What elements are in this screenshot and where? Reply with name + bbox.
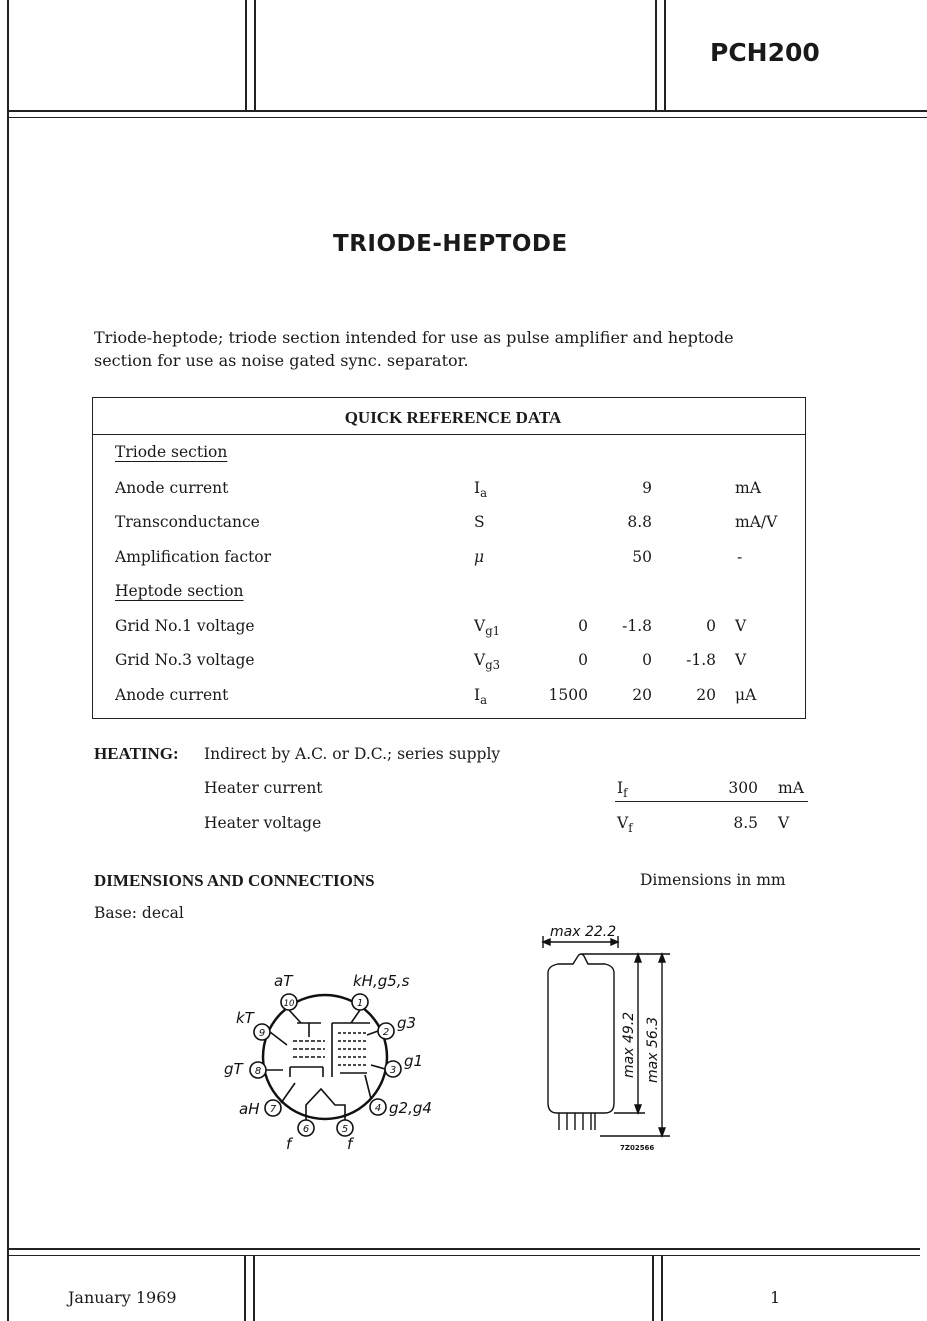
heater-current-rule — [615, 801, 808, 802]
width-dimension-label: max 22.2 — [550, 924, 617, 940]
heptode-row-name: Grid No.3 voltage — [115, 651, 255, 669]
page-title: TRIODE-HEPTODE — [333, 231, 568, 257]
quick-reference-heading: QUICK REFERENCE DATA — [344, 408, 562, 427]
heptode-row-value-3: 20 — [696, 686, 716, 704]
heater-voltage-name: Heater voltage — [204, 814, 322, 832]
pin-number: 2 — [382, 1027, 390, 1038]
header-divider — [655, 0, 657, 112]
footer-divider — [253, 1256, 255, 1321]
heptode-row-unit: μA — [735, 686, 757, 704]
header-divider — [254, 0, 256, 112]
triode-row-name: Amplification factor — [115, 548, 272, 566]
triode-row-name: Anode current — [115, 479, 229, 497]
heptode-row-value-1: 0 — [578, 617, 588, 635]
pin-label: kH,g5,s — [353, 972, 410, 990]
pin-label: g3 — [397, 1014, 417, 1032]
triode-row-name: Transconductance — [115, 513, 260, 531]
footer-rule-2 — [7, 1255, 920, 1256]
header-rule — [7, 110, 927, 112]
heptode-row-name: Anode current — [115, 686, 229, 704]
overall-height-dimension-label: max 56.3 — [645, 1016, 661, 1083]
base-connection-diagram — [215, 965, 455, 1155]
footer-rule — [7, 1248, 920, 1250]
heptode-row-symbol: $V_{g1}$ — [474, 617, 501, 639]
heater-current-symbol: $I_f$ — [617, 779, 628, 801]
footer-divider — [652, 1256, 654, 1321]
heptode-row-unit: V — [735, 617, 747, 635]
base-type: Base: decal — [94, 904, 184, 922]
heater-voltage-unit: V — [778, 814, 790, 832]
heptode-row-value-1: 0 — [578, 651, 588, 669]
intro-line-1: Triode-heptode; triode section intended for use as pulse amplifier and heptode — [94, 328, 734, 347]
part-number: PCH200 — [710, 38, 820, 67]
heater-voltage-symbol: $V_f$ — [617, 814, 633, 836]
footer-divider — [244, 1256, 246, 1321]
footer-divider — [661, 1256, 663, 1321]
triode-row-value: 8.8 — [627, 513, 652, 531]
page-number: 1 — [770, 1288, 781, 1307]
triode-section-label: Triode section — [115, 443, 228, 461]
pin-label: aH — [239, 1100, 260, 1118]
pin-number: 1 — [356, 998, 364, 1009]
heptode-row-unit: V — [735, 651, 747, 669]
heater-current-name: Heater current — [204, 779, 323, 797]
heptode-row-value-1: 1500 — [548, 686, 588, 704]
outline-drawing — [530, 918, 680, 1163]
pin-label: aT — [274, 972, 293, 990]
pin-label: f — [347, 1135, 353, 1153]
triode-row-symbol: μ — [474, 548, 485, 566]
triode-row-symbol: S — [474, 513, 485, 531]
triode-row-value: 9 — [642, 479, 652, 497]
dimensions-units-note: Dimensions in mm — [640, 871, 786, 889]
triode-row-value: 50 — [632, 548, 652, 566]
pin-number: 6 — [302, 1124, 310, 1135]
heptode-row-value-3: 0 — [706, 617, 716, 635]
pin-label: g1 — [404, 1052, 424, 1070]
heptode-row-symbol: $V_{g3}$ — [474, 651, 501, 673]
pin-label: gT — [224, 1060, 243, 1078]
quick-reference-heading-rule — [92, 434, 806, 435]
heptode-row-symbol: $I_a$ — [474, 686, 488, 708]
heptode-row-value-2: 0 — [642, 651, 652, 669]
triode-row-unit: mA — [735, 479, 761, 497]
pin-number: 5 — [341, 1124, 349, 1135]
header-divider — [664, 0, 666, 112]
header-rule-2 — [7, 117, 927, 118]
left-margin-rule — [7, 0, 9, 1321]
heating-label: HEATING: — [94, 744, 179, 763]
triode-row-symbol: $I_a$ — [474, 479, 488, 501]
heptode-row-value-2: -1.8 — [622, 617, 652, 635]
triode-row-unit: mA/V — [735, 513, 778, 531]
pin-label: kT — [236, 1009, 254, 1027]
pin-number: 7 — [269, 1104, 277, 1115]
heater-voltage-value: 8.5 — [733, 814, 758, 832]
pin-label: f — [286, 1135, 292, 1153]
heptode-section-label: Heptode section — [115, 582, 244, 600]
triode-row-unit: - — [737, 548, 743, 566]
heptode-row-value-2: 20 — [632, 686, 652, 704]
heater-current-value: 300 — [728, 779, 758, 797]
pin-label: g2,g4 — [389, 1099, 432, 1117]
heater-current-unit: mA — [778, 779, 804, 797]
pin-number: 3 — [389, 1065, 397, 1076]
pin-number: 8 — [254, 1066, 262, 1077]
header-divider — [245, 0, 247, 112]
pin-number: 10 — [283, 999, 295, 1009]
pin-number: 4 — [374, 1103, 382, 1114]
pin-number: 9 — [258, 1028, 266, 1039]
heptode-row-name: Grid No.1 voltage — [115, 617, 255, 635]
footer-date: January 1969 — [68, 1288, 177, 1307]
dimensions-heading: DIMENSIONS AND CONNECTIONS — [94, 871, 375, 890]
height-dimension-label: max 49.2 — [621, 1011, 637, 1078]
heptode-row-value-3: -1.8 — [686, 651, 716, 669]
drawing-code: 7Z02566 — [620, 1144, 655, 1152]
intro-line-2: section for use as noise gated sync. separator. — [94, 351, 469, 370]
heating-description: Indirect by A.C. or D.C.; series supply — [204, 745, 501, 763]
